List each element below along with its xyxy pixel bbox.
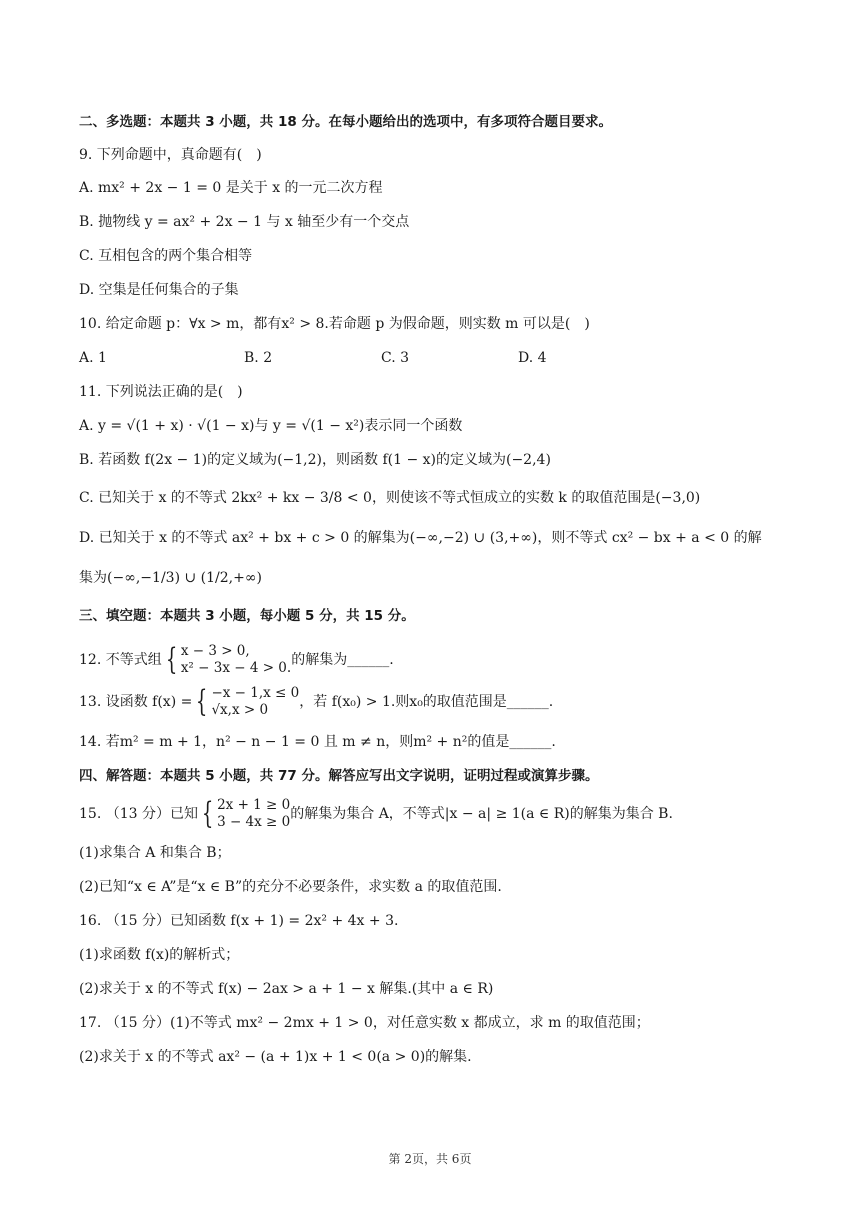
question-17-part-2: (2)求关于 x 的不等式 ax² − (a + 1)x + 1 < 0(a > 0)的解集. [79,1049,472,1065]
brace-glyph: { [196,684,208,719]
section-heading-multiple-choice: 二、多选题：本题共 3 小题，共 18 分。在每小题给出的选项中，有多项符合题目要求。 [79,114,612,130]
question-11-option-d-continued: 集为(−∞,−1/3) ∪ (1/2,+∞) [79,570,262,586]
question-9-option-d: D. 空集是任何集合的子集 [79,282,239,298]
question-11-option-a: A. y = √(1 + x) · √(1 − x)与 y = √(1 − x²)表示同一个函数 [79,418,463,434]
question-9-stem: 9. 下列命题中，真命题有( ) [79,147,262,163]
question-12-suffix: 的解集为______. [291,652,394,668]
question-9-option-c: C. 互相包含的两个集合相等 [79,248,253,264]
question-17-stem: 17. （15 分）(1)不等式 mx² − 2mx + 1 > 0，对任意实数 x 都成立，求 m 的取值范围； [79,1015,650,1031]
question-10-option-a: A. 1 [79,350,107,366]
question-13-piece-2: √x,x > 0 [211,702,269,718]
question-12 [79,642,394,682]
question-15-part-1: (1)求集合 A 和集合 B； [79,845,231,861]
question-13 [79,684,553,724]
question-15-system-row-1: 2x + 1 ≥ 0 [217,797,291,813]
question-15 [79,796,673,836]
question-12-system [181,643,291,677]
question-12-system-row-1: x − 3 > 0, [180,643,250,659]
question-13-piece-1: −x − 1,x ≤ 0 [211,685,300,701]
question-16-part-2: (2)求关于 x 的不等式 f(x) − 2ax > a + 1 − x 解集.(其中 a ∈ R) [79,981,494,997]
question-10-option-d: D. 4 [518,350,547,366]
question-10-option-c: C. 3 [381,350,410,366]
question-11-option-d: D. 已知关于 x 的不等式 ax² + bx + c > 0 的解集为(−∞,−2) ∪ (3,+∞)，则不等式 cx² − bx + a < 0 的解 [79,530,762,546]
question-11-option-b: B. 若函数 f(2x − 1)的定义域为(−1,2)，则函数 f(1 − x)的定义域为(−2,4) [79,452,551,468]
question-15-suffix: 的解集为集合 A，不等式|x − a| ≥ 1(a ∈ R)的解集为集合 B. [290,806,673,822]
brace-glyph: { [165,642,177,677]
question-15-system-row-2: 3 − 4x ≥ 0 [217,814,291,830]
question-13-prefix: 13. 设函数 f(x) = [79,694,193,710]
page-number-footer: 第 2页，共 6页 [388,1152,472,1166]
question-16-part-1: (1)求函数 f(x)的解析式； [79,947,240,963]
question-11-stem: 11. 下列说法正确的是( ) [79,384,243,400]
brace-glyph: { [201,796,214,831]
question-15-part-2: (2)已知“x ∈ A”是“x ∈ B”的充分不必要条件，求实数 a 的取值范围. [79,879,502,895]
question-12-prefix: 12. 不等式组 [79,652,162,668]
question-10-option-b: B. 2 [244,350,273,366]
question-13-piecewise [211,685,299,719]
question-10-stem: 10. 给定命题 p：∀x > m，都有x² > 8.若命题 p 为假命题，则实数 m 可以是( ) [79,316,590,332]
question-11-option-c: C. 已知关于 x 的不等式 2kx² + kx − 3/8 < 0，则使该不等式恒成立的实数 k 的取值范围是(−3,0) [79,490,701,506]
question-14: 14. 若m² = m + 1，n² − n − 1 = 0 且 m ≠ n，则m² + n²的值是______. [79,734,556,750]
question-12-system-row-2: x² − 3x − 4 > 0. [180,660,292,676]
section-heading-fill-in: 三、填空题：本题共 3 小题，每小题 5 分，共 15 分。 [79,608,415,624]
section-heading-solutions: 四、解答题：本题共 5 小题，共 77 分。解答应写出文字说明，证明过程或演算步骤。 [79,768,599,784]
question-15-system [217,797,290,831]
question-9-option-b: B. 抛物线 y = ax² + 2x − 1 与 x 轴至少有一个交点 [79,214,410,230]
question-13-suffix: ，若 f(x₀) > 1.则x₀的取值范围是______. [299,694,554,710]
question-9-option-a: A. mx² + 2x − 1 = 0 是关于 x 的一元二次方程 [79,180,383,196]
question-16-stem: 16. （15 分）已知函数 f(x + 1) = 2x² + 4x + 3. [79,913,399,929]
question-15-prefix: 15. （13 分）已知 [79,806,198,822]
